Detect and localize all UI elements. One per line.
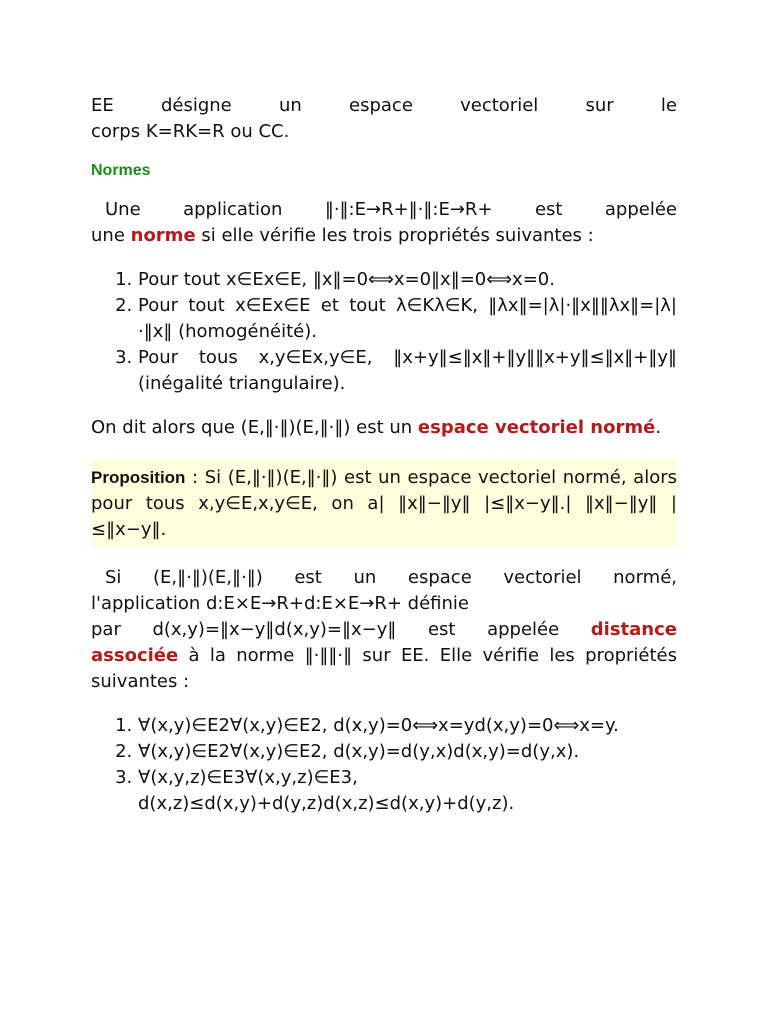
distance-term: distance	[590, 619, 677, 640]
list-item: 2. ∀(x,y)∈E2∀(x,y)∈E2, d(x,y)=d(y,x)d(x,y)=d(y,x).	[138, 739, 677, 765]
normed-space-term: espace vectoriel normé	[417, 417, 656, 438]
proposition-text: : Si (E,‖·‖)(E,‖·‖) est un espace vectoriel normé, alors pour tous x,y∈E,x,y∈E, on a| ‖x‖−‖y‖ |≤‖x−y‖.| ‖x‖−‖y‖ |≤‖x−y‖.	[91, 467, 677, 540]
list-item: 1. ∀(x,y)∈E2∀(x,y)∈E2, d(x,y)=0⟺x=yd(x,y)=0⟺x=y.	[138, 713, 677, 739]
definition-line-2	[91, 223, 677, 249]
normed-space-pre: On dit alors que (E,‖·‖)(E,‖·‖) est un	[91, 417, 418, 438]
distance-properties-list	[91, 713, 677, 817]
document-page	[91, 93, 677, 835]
list-item: 2. Pour tout x∈Ex∈E et tout λ∈Kλ∈K, ‖λx‖=|λ|·‖x‖‖λx‖=|λ|·‖x‖ (homogénéité).	[138, 293, 677, 345]
distance-line-1: Si (E,‖·‖)(E,‖·‖) est un espace vectoriel normé,	[105, 567, 677, 588]
distance-line-3-text: par d(x,y)=‖x−y‖d(x,y)=‖x−y‖ est appelée	[91, 619, 560, 640]
list-item: 1. Pour tout x∈Ex∈E, ‖x‖=0⟺x=0‖x‖=0⟺x=0.	[138, 267, 677, 293]
normed-space-post: .	[655, 417, 662, 438]
distance-post: à la norme ‖·‖‖·‖ sur EE. Elle vérifie les propriétés suivantes :	[91, 645, 677, 692]
proposition-label: Proposition	[91, 468, 186, 487]
section-heading: Normes	[91, 162, 151, 179]
distance-line-4	[91, 643, 677, 695]
distance-line-3	[91, 617, 677, 643]
proposition-box	[91, 459, 677, 547]
list-item: 3. Pour tous x,y∈Ex,y∈E, ‖x+y‖≤‖x‖+‖y‖‖x+y‖≤‖x‖+‖y‖ (inégalité triangulaire).	[138, 345, 677, 397]
norm-properties-list	[91, 267, 677, 397]
definition-line-1: Une application ‖·‖:E→R+‖·‖:E→R+ est appelée	[105, 199, 677, 220]
intro-line-2: corps K=RK=R ou CC.	[91, 121, 290, 142]
definition-post: si elle vérifie les trois propriétés suivantes :	[195, 225, 594, 246]
intro-line-1: EE désigne un espace vectoriel sur le	[91, 95, 677, 116]
norme-term: norme	[130, 225, 196, 246]
distance-line-2: l'application d:E×E→R+d:E×E→R+ définie	[91, 593, 469, 614]
list-item: 3. ∀(x,y,z)∈E3∀(x,y,z)∈E3, d(x,z)≤d(x,y)+d(y,z)d(x,z)≤d(x,y)+d(y,z).	[138, 765, 677, 817]
associee-term: associée	[91, 645, 179, 666]
normed-space-paragraph	[91, 415, 677, 441]
definition-pre: une	[91, 225, 131, 246]
